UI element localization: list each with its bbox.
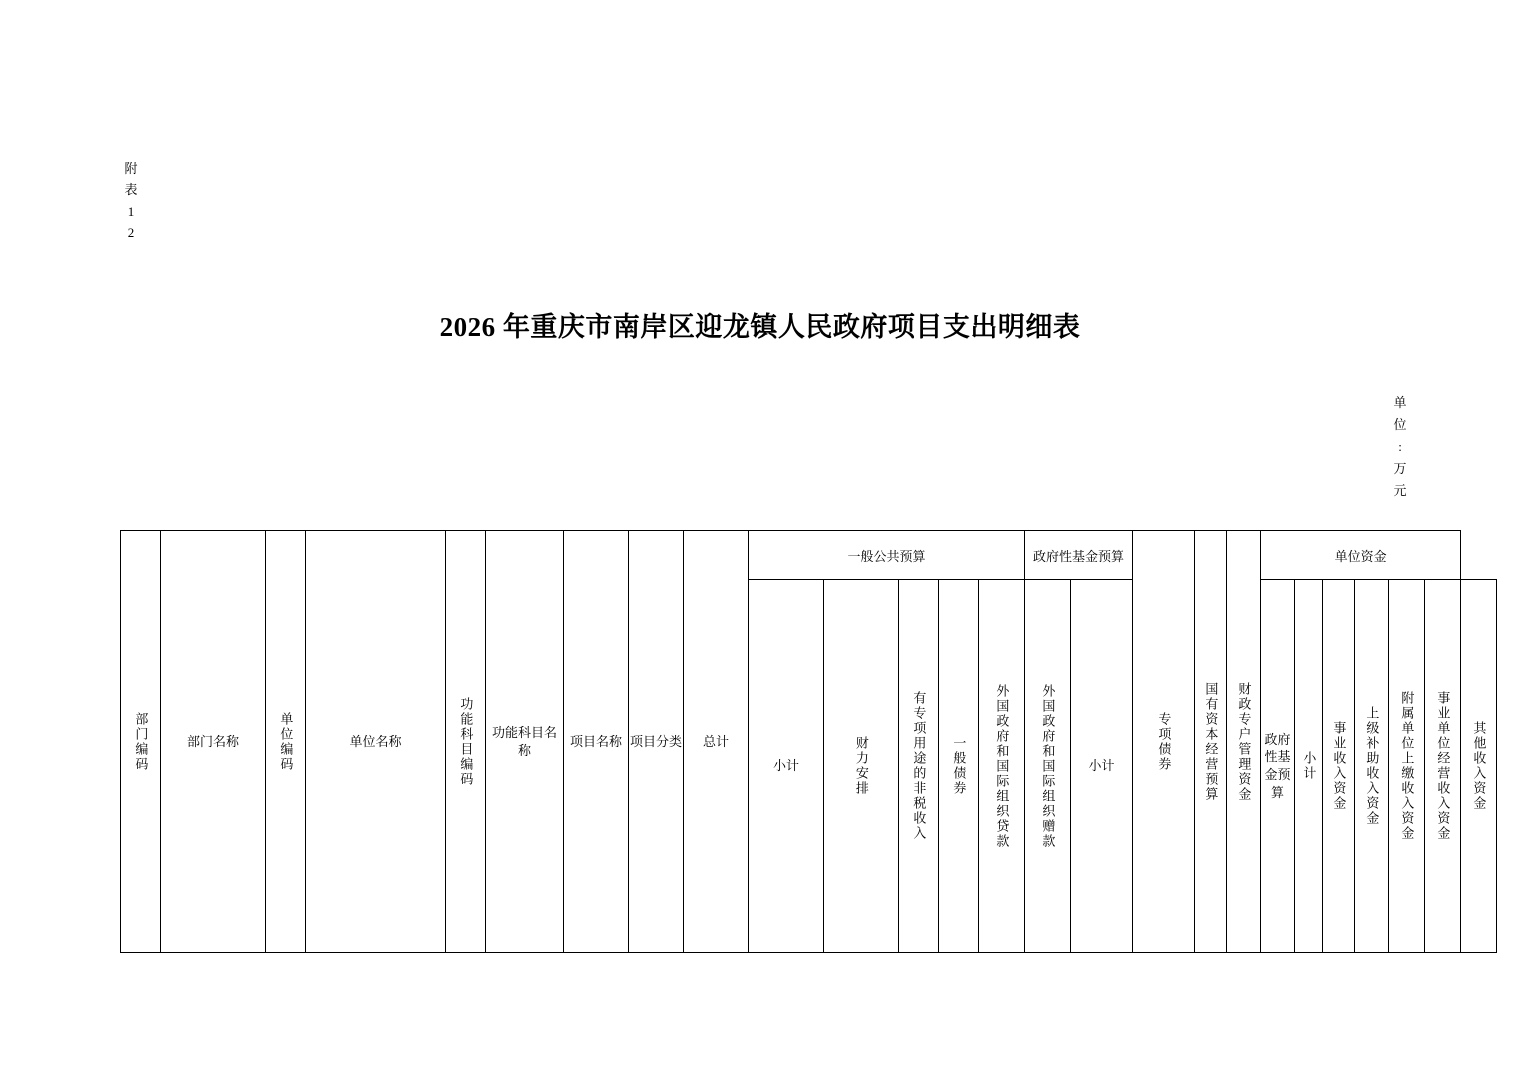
col-header-uf-operating-income: 事业单位经营收入资金 — [1425, 580, 1461, 953]
table-group-header-row — [121, 531, 1497, 580]
unit-note — [1390, 392, 1410, 502]
group-header-unit-fund: 单位资金 — [1261, 531, 1461, 580]
col-header-uf-career-income: 事业收入资金 — [1323, 580, 1355, 953]
col-header-gp-fiscal-arrangement: 财力安排 — [824, 580, 899, 953]
attachment-note-char: 附 — [124, 161, 138, 176]
attachment-note-char: 表 — [124, 182, 138, 198]
page-title: 2026 年重庆市南岸区迎龙镇人民政府项目支出明细表 — [439, 312, 1081, 342]
col-header-gp-foreign-grant: 外国政府和国际组织赠款 — [1025, 580, 1071, 953]
col-header-gp-earmarked-nontax-income: 有专项用途的非税收入 — [899, 580, 939, 953]
unit-note-char: 万 — [1393, 461, 1407, 477]
col-header-gp-subtotal: 小计 — [749, 580, 824, 953]
col-header-state-capital-budget: 国有资本经营预算 — [1195, 531, 1227, 953]
col-header-special-bond: 专项债券 — [1133, 531, 1195, 953]
col-header-fiscal-account-fund: 财政专户管理资金 — [1227, 531, 1261, 953]
col-header-uf-affiliate-remittance: 附属单位上缴收入资金 — [1389, 580, 1425, 953]
col-header-uf-subtotal: 小计 — [1295, 580, 1323, 953]
unit-note-char: 位 — [1393, 417, 1407, 433]
col-header-total: 总计 — [684, 531, 749, 953]
col-header-unit-name: 单位名称 — [306, 531, 446, 953]
col-header-dept-code: 部门编码 — [121, 531, 161, 953]
attachment-note — [120, 158, 142, 244]
col-header-uf-other-income: 其他收入资金 — [1461, 580, 1497, 953]
group-header-government-fund-budget: 政府性基金预算 — [1025, 531, 1133, 580]
col-header-gf-fund-budget: 政府性基金预算 — [1261, 580, 1295, 953]
group-header-general-public-budget: 一般公共预算 — [749, 531, 1025, 580]
unit-note-char: 单 — [1393, 395, 1407, 410]
budget-table-container — [120, 530, 1487, 953]
attachment-note-char: 1 — [127, 203, 135, 219]
col-header-gp-foreign-loan: 外国政府和国际组织贷款 — [979, 580, 1025, 953]
col-header-dept-name: 部门名称 — [161, 531, 266, 953]
col-header-gp-general-bond: 一般债券 — [939, 580, 979, 953]
unit-note-char: 元 — [1393, 483, 1407, 499]
col-header-function-code: 功能科目编码 — [446, 531, 486, 953]
col-header-unit-code: 单位编码 — [266, 531, 306, 953]
unit-note-char: : — [1398, 439, 1402, 455]
col-header-function-name: 功能科目名称 — [486, 531, 564, 953]
col-header-gf-subtotal: 小计 — [1071, 580, 1133, 953]
col-header-project-name: 项目名称 — [564, 531, 629, 953]
project-expenditure-table — [120, 530, 1497, 953]
col-header-uf-superior-subsidy: 上级补助收入资金 — [1355, 580, 1389, 953]
col-header-project-type: 项目分类 — [629, 531, 684, 953]
attachment-note-char: 2 — [127, 225, 135, 241]
